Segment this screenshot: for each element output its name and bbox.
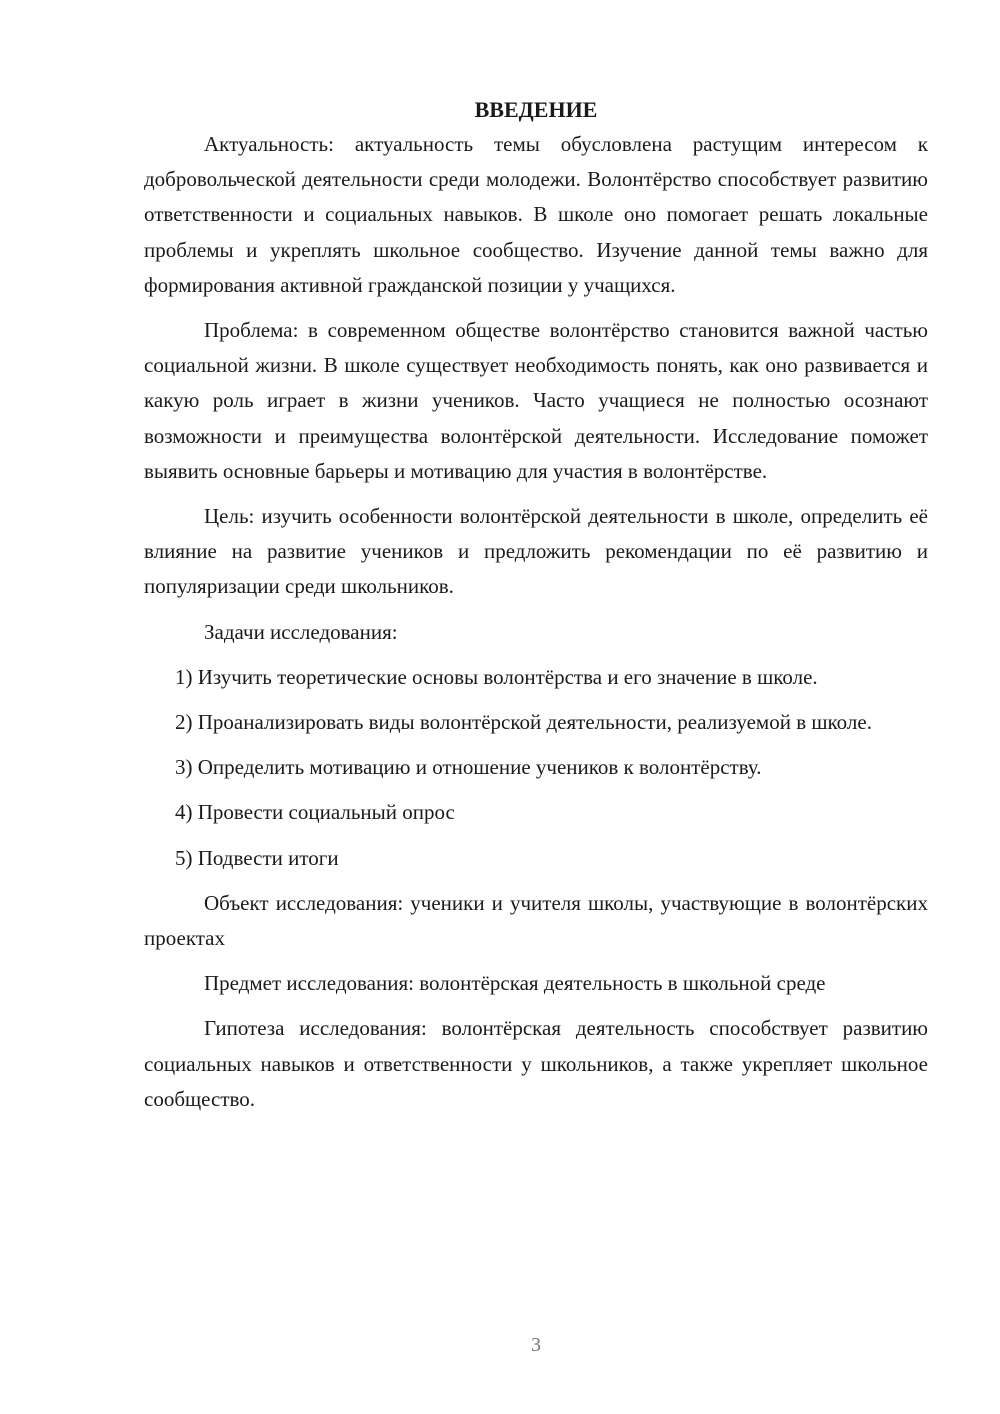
tasks-heading: Задачи исследования:: [204, 619, 398, 644]
document-page: [144, 92, 928, 1117]
page-number: 3: [531, 1334, 541, 1356]
paragraph-hypothesis: Гипотеза исследования: волонтёрская деятельность способствует развитию социальных навыков и ответственности у школьников, а также укрепляет школьное сообщество.: [144, 1016, 928, 1111]
task-item-3: 3) Определить мотивацию и отношение учеников к волонтёрству.: [175, 755, 762, 780]
paragraph-problem: Проблема: в современном обществе волонтёрство становится важной частью социальной жизни. В школе существует необходимость понять, как оно развивается и какую роль играет в жизни учеников. Часто учащиеся не полностью осознают возможности и преимущества волонтёрской деятельности. Исследование поможет выявить основные барьеры и мотивацию для участия в волонтёрстве.: [144, 318, 928, 483]
paragraph-object: Объект исследования: ученики и учителя школы, участвующие в волонтёрских проектах: [144, 890, 928, 951]
paragraph-relevance: Актуальность: актуальность темы обусловлена растущим интересом к добровольческой деятельности среди молодежи. Волонтёрство способствует развитию ответственности и социальных навыков. В школе оно помогает решать локальные проблемы и укреплять школьное сообщество. Изучение данной темы важно для формирования активной гражданской позиции у учащихся.: [144, 132, 928, 297]
page-title: ВВЕДЕНИЕ: [474, 97, 598, 122]
paragraph-subject: Предмет исследования: волонтёрская деятельность в школьной среде: [204, 971, 826, 996]
task-item-2: 2) Проанализировать виды волонтёрской деятельности, реализуемой в школе.: [175, 710, 872, 735]
task-item-5: 5) Подвести итоги: [175, 845, 339, 870]
task-item-1: 1) Изучить теоретические основы волонтёрства и его значение в школе.: [175, 664, 818, 689]
task-item-4: 4) Провести социальный опрос: [175, 800, 455, 825]
paragraph-goal: Цель: изучить особенности волонтёрской деятельности в школе, определить её влияние на развитие учеников и предложить рекомендации по её развитию и популяризации среди школьников.: [144, 504, 928, 599]
